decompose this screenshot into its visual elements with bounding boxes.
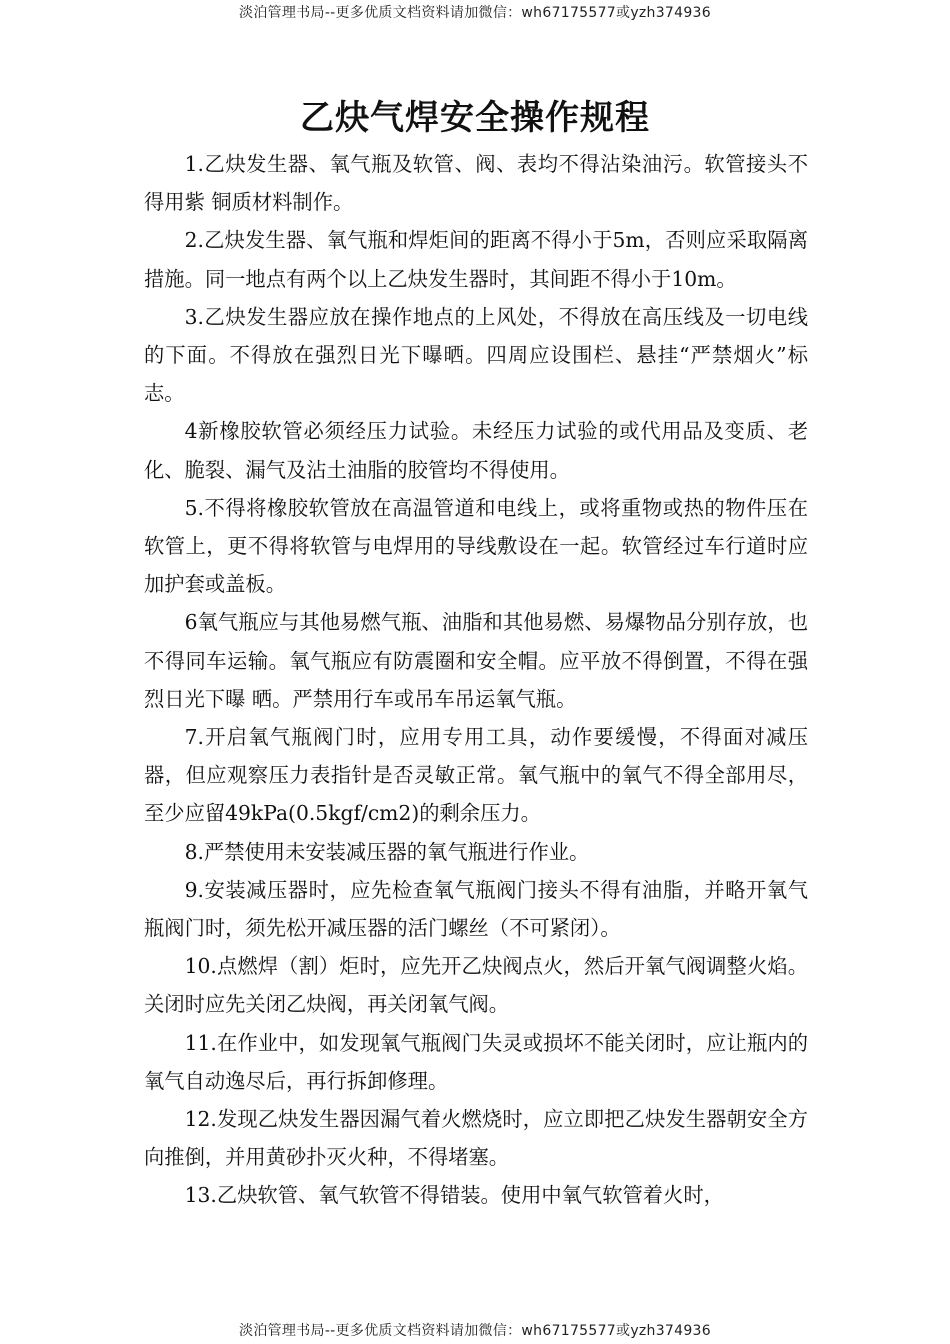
paragraph-3: 3.乙炔发生器应放在操作地点的上风处，不得放在高压线及一切电线的下面。不得放在强烈日光下曝晒。四周应设围栏、悬挂“严禁烟火”标志。 <box>144 304 808 406</box>
paragraph-1: 1.乙炔发生器、氧气瓶及软管、阀、表均不得沾染油污。软管接头不得用紫 铜质材料制作。 <box>144 152 808 215</box>
paragraph-11: 11.在作业中，如发现氧气瓶阀门失灵或损坏不能关闭时，应让瓶内的氧气自动逸尽后，再行拆卸修理。 <box>144 1030 808 1093</box>
document-body <box>144 145 808 1215</box>
paragraph-6: 6氧气瓶应与其他易燃气瓶、油脂和其他易燃、易爆物品分别存放，也不得同车运输。氧气瓶应有防震圈和安全帽。应平放不得倒置，不得在强烈日光下曝 晒。严禁用行车或吊车吊运氧气瓶。 <box>144 610 808 711</box>
paragraph-2: 2.乙炔发生器、氧气瓶和焊炬间的距离不得小于5m，否则应采取隔离措施。同一地点有两个以上乙炔发生器时，其间距不得小于10m。 <box>144 228 808 291</box>
paragraph-10: 10.点燃焊（割）炬时，应先开乙炔阀点火，然后开氧气阀调整火焰。关闭时应先关闭乙炔阀，再关闭氧气阀。 <box>144 954 808 1017</box>
paragraph-13: 13.乙炔软管、氧气软管不得错装。使用中氧气软管着火时， <box>184 1183 724 1208</box>
paragraph-12: 12.发现乙炔发生器因漏气着火燃烧时，应立即把乙炔发生器朝安全方向推倒，并用黄砂扑灭火种，不得堵塞。 <box>144 1107 808 1170</box>
paragraph-4: 4新橡胶软管必须经压力试验。未经压力试验的或代用品及变质、老化、脆裂、漏气及沾土油脂的胶管均不得使用。 <box>144 419 808 482</box>
document-title: 乙炔气焊安全操作规程 <box>300 98 650 138</box>
page-header-watermark: 淡泊管理书局--更多优质文档资料请加微信：wh67175577或yzh374936 <box>239 5 711 21</box>
page-footer-watermark: 淡泊管理书局--更多优质文档资料请加微信：wh67175577或yzh374936 <box>239 1323 711 1339</box>
paragraph-8: 8.严禁使用未安装减压器的氧气瓶进行作业。 <box>184 839 590 864</box>
paragraph-9: 9.安装减压器时，应先检查氧气瓶阀门接头不得有油脂，并略开氧气瓶阀门时，须先松开减压器的活门螺丝（不可紧闭）。 <box>144 877 808 941</box>
paragraph-7: 7.开启氧气瓶阀门时，应用专用工具，动作要缓慢，不得面对减压器，但应观察压力表指针是否灵敏正常。氧气瓶中的氧气不得全部用尽，至少应留49kPa(0.5kgf/cm2)的剩余压力。 <box>144 725 808 826</box>
paragraph-5: 5.不得将橡胶软管放在高温管道和电线上，或将重物或热的物件压在软管上，更不得将软管与电焊用的导线敷设在一起。软管经过车行道时应加护套或盖板。 <box>144 495 808 597</box>
